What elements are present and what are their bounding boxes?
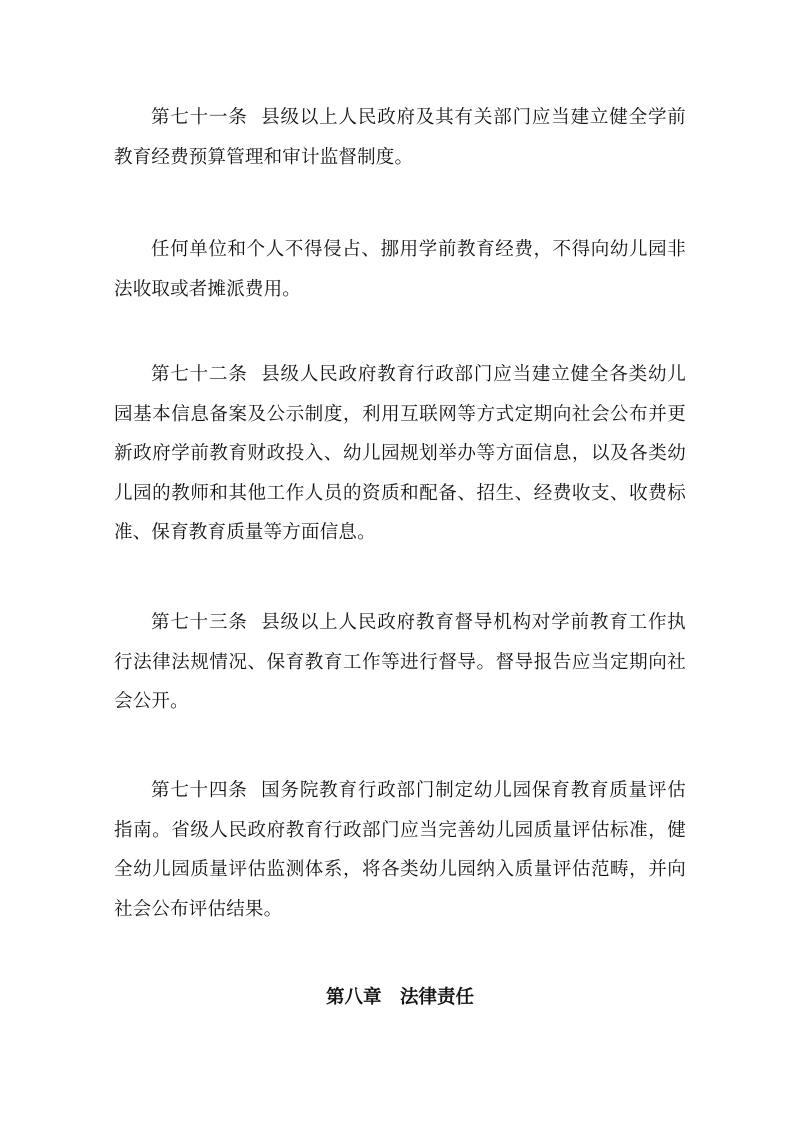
- article-71-second-paragraph: [114, 230, 686, 309]
- article-74-text: 国务院教育行政部门制定幼儿园保育教育质量评估指南。省级人民政府教育行政部门应当完善幼儿园质量评估标准，健全幼儿园质量评估监测体系，将各类幼儿园纳入质量评估范畴，并向社会公布评估结果。: [114, 780, 686, 920]
- article-73-text: 县级以上人民政府教育督导机构对学前教育工作执行法律法规情况、保育教育工作等进行督导。督导报告应当定期向社会公开。: [114, 612, 686, 712]
- article-71-number: 第七十一条: [151, 107, 248, 128]
- article-71-second-text: 任何单位和个人不得侵占、挪用学前教育经费，不得向幼儿园非法收取或者摊派费用。: [114, 239, 686, 300]
- article-74-paragraph: [114, 771, 686, 929]
- article-74-number: 第七十四条: [151, 780, 248, 801]
- article-71-paragraph: [114, 98, 686, 177]
- article-72-number: 第七十二条: [151, 364, 248, 385]
- chapter-heading: 第八章 法律责任: [325, 987, 474, 1008]
- article-73-paragraph: [114, 603, 686, 722]
- article-72-text: 县级人民政府教育行政部门应当建立健全各类幼儿园基本信息备案及公示制度，利用互联网等方式定期向社会公布并更新政府学前教育财政投入、幼儿园规划举办等方面信息，以及各类幼儿园的教师和其他工作人员的资质和配备、招生、经费收支、收费标准、保育教育质量等方面信息。: [114, 364, 686, 543]
- article-73-number: 第七十三条: [151, 612, 248, 633]
- article-71-text: 县级以上人民政府及其有关部门应当建立健全学前教育经费预算管理和审计监督制度。: [114, 107, 686, 168]
- article-72-paragraph: [114, 355, 686, 553]
